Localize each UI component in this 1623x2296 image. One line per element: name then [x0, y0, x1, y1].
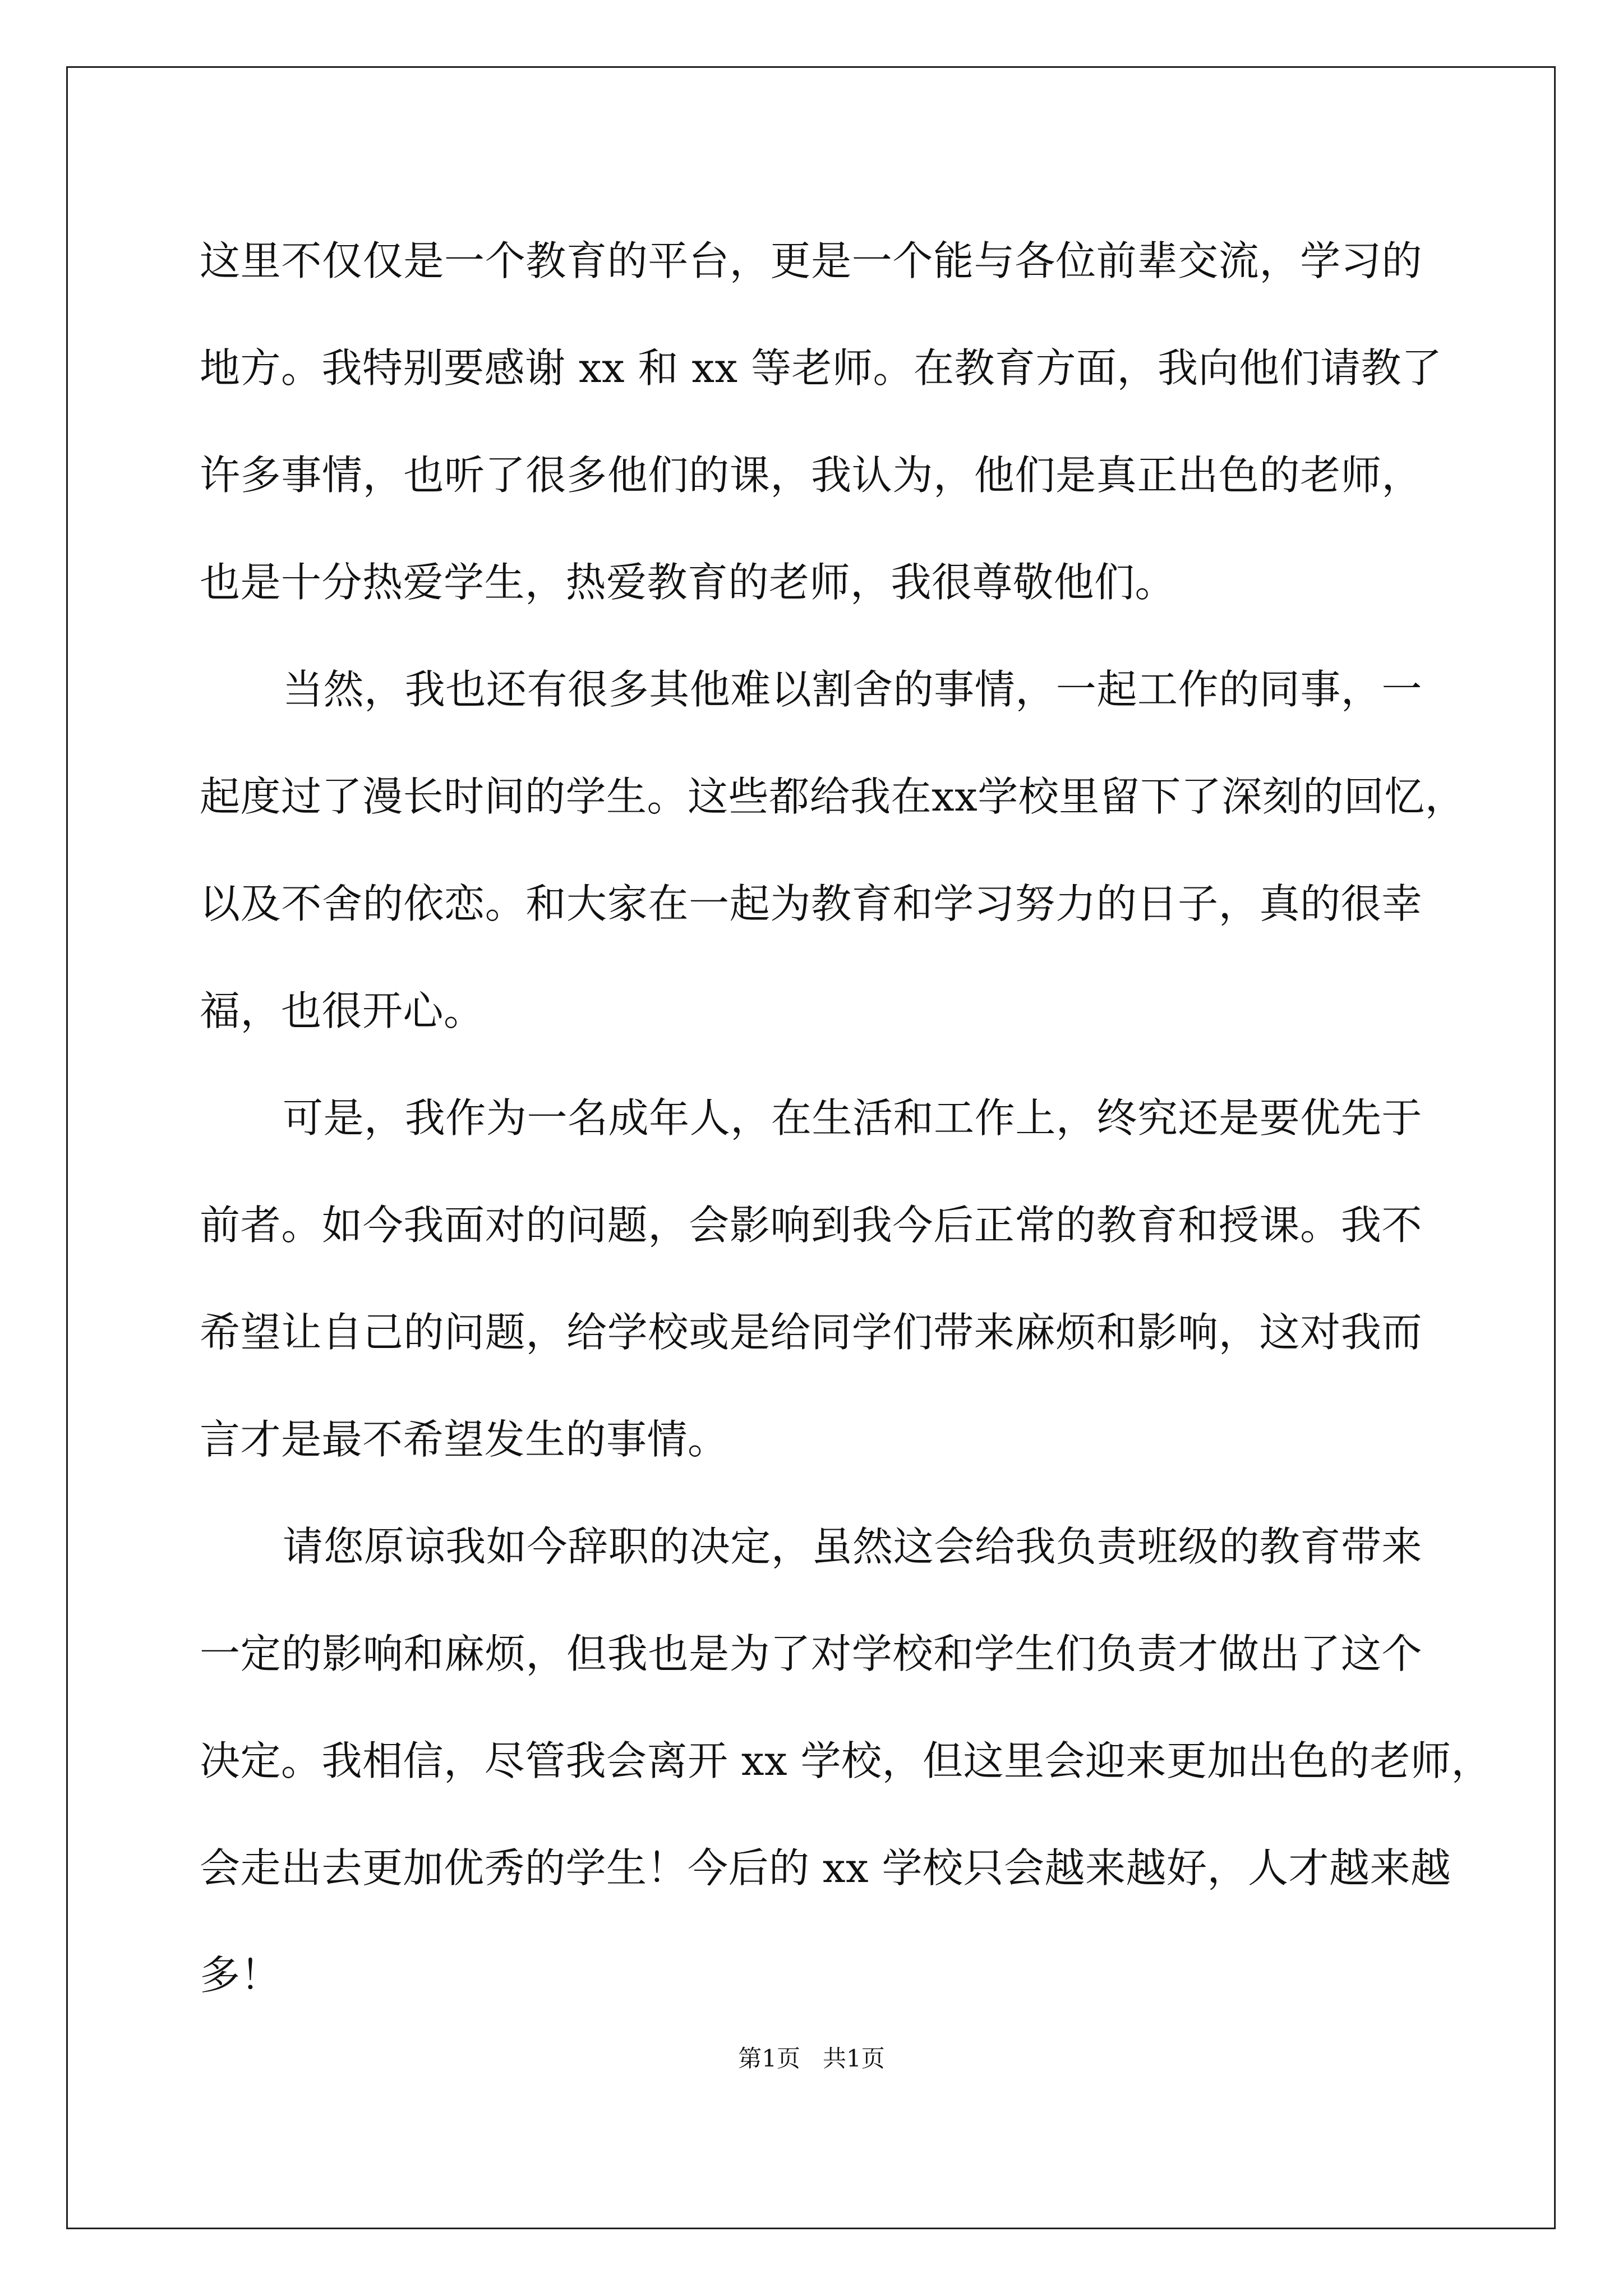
text-line-16: 会走出去更加优秀的学生！今后的 xx 学校只会越来越好，人才越来越: [200, 1844, 1451, 1892]
text-line-12: 言才是最不希望发生的事情。: [200, 1416, 728, 1463]
text-line-17: 多！: [200, 1952, 282, 1999]
text-line-5: 当然，我也还有很多其他难以割舍的事情，一起工作的同事，一: [283, 666, 1422, 713]
text-line-8: 福，也很开心。: [200, 987, 485, 1034]
page-number-footer: 第1页 共1页: [738, 2045, 885, 2072]
text-line-13: 请您原谅我如今辞职的决定，虽然这会给我负责班级的教育带来: [283, 1523, 1422, 1570]
text-line-14: 一定的影响和麻烦，但我也是为了对学校和学生们负责才做出了这个: [200, 1630, 1422, 1677]
text-line-3: 许多事情，也听了很多他们的课，我认为，他们是真正出色的老师，: [200, 452, 1422, 499]
text-line-1: 这里不仅仅是一个教育的平台，更是一个能与各位前辈交流，学习的: [200, 237, 1422, 284]
text-line-11: 希望让自己的问题，给学校或是给同学们带来麻烦和影响，这对我而: [200, 1309, 1422, 1356]
text-line-15: 决定。我相信，尽管我会离开 xx 学校，但这里会迎来更加出色的老师，: [200, 1737, 1492, 1784]
text-line-7: 以及不舍的依恋。和大家在一起为教育和学习努力的日子，真的很幸: [200, 880, 1422, 927]
text-line-2: 地方。我特别要感谢 xx 和 xx 等老师。在教育方面，我向他们请教了: [200, 344, 1442, 392]
text-line-4: 也是十分热爱学生，热爱教育的老师，我很尊敬他们。: [200, 559, 1176, 606]
text-line-9: 可是，我作为一名成年人，在生活和工作上，终究还是要优先于: [283, 1094, 1422, 1142]
text-line-6: 起度过了漫长时间的学生。这些都给我在xx学校里留下了深刻的回忆，: [200, 773, 1466, 820]
letter-body: [200, 208, 1492, 2029]
text-line-10: 前者。如今我面对的问题，会影响到我今后正常的教育和授课。我不: [200, 1202, 1422, 1249]
